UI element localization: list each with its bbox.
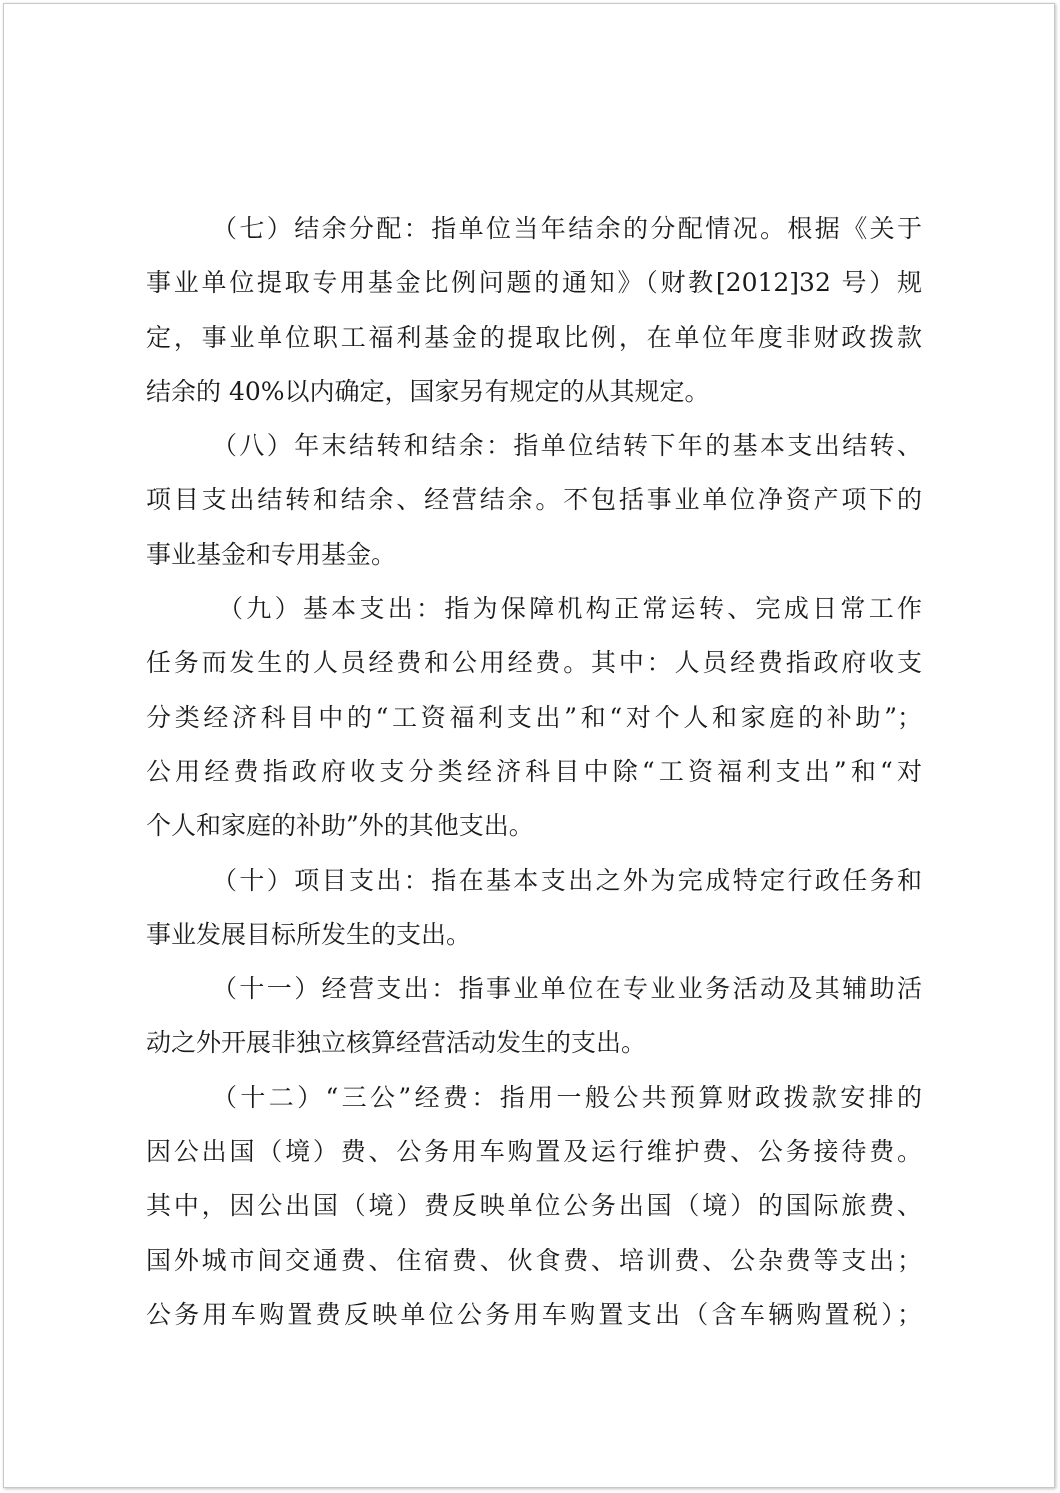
text-line: （十一）经营支出：指事业单位在专业业务活动及其辅助活 (212, 974, 922, 1004)
paragraph-three-public-expenses (146, 1071, 922, 1342)
paragraph-project-expenditure (146, 854, 922, 963)
paragraph-surplus-distribution (146, 202, 922, 419)
text-line: （八）年末结转和结余：指单位结转下年的基本支出结转、 (212, 431, 922, 461)
text-line: 公用经费指政府收支分类经济科目中除“工资福利支出”和“对 (146, 756, 922, 786)
paragraph-year-end-carryover (146, 419, 922, 582)
paragraph-basic-expenditure (146, 582, 922, 853)
text-line: 事业单位提取专用基金比例问题的通知》（财教[2012]32 号）规 (146, 268, 922, 298)
text-line: 动之外开展非独立核算经营活动发生的支出。 (146, 1028, 647, 1058)
document-body (146, 202, 922, 1342)
text-line: （十二）“三公”经费：指用一般公共预算财政拨款安排的 (212, 1082, 922, 1112)
text-line: 公务用车购置费反映单位公务用车购置支出（含车辆购置税）； (146, 1299, 922, 1329)
text-line: 个人和家庭的补助”外的其他支出。 (146, 811, 534, 841)
paragraph-operating-expenditure (146, 962, 922, 1071)
text-line: 事业发展目标所发生的支出。 (146, 919, 472, 949)
text-line: 结余的 40%以内确定，国家另有规定的从其规定。 (146, 376, 710, 406)
text-line: 任务而发生的人员经费和公用经费。其中：人员经费指政府收支 (146, 648, 922, 678)
text-line: 国外城市间交通费、住宿费、伙食费、培训费、公杂费等支出； (146, 1245, 922, 1275)
text-line: 项目支出结转和结余、经营结余。不包括事业单位净资产项下的 (146, 485, 922, 515)
text-line: （七）结余分配：指单位当年结余的分配情况。根据《关于 (212, 214, 922, 243)
text-line: 其中，因公出国（境）费反映单位公务出国（境）的国际旅费、 (146, 1191, 922, 1221)
text-line: 定，事业单位职工福利基金的提取比例，在单位年度非财政拨款 (146, 322, 922, 352)
text-line: （十）项目支出：指在基本支出之外为完成特定行政任务和 (212, 865, 922, 895)
text-line: 分类经济科目中的“工资福利支出”和“对个人和家庭的补助”； (146, 702, 922, 732)
document-page (3, 3, 1055, 1488)
text-line: （九）基本支出：指为保障机构正常运转、完成日常工作 (218, 594, 922, 624)
text-line: 因公出国（境）费、公务用车购置及运行维护费、公务接待费。 (146, 1137, 922, 1167)
text-line: 事业基金和专用基金。 (146, 539, 397, 569)
